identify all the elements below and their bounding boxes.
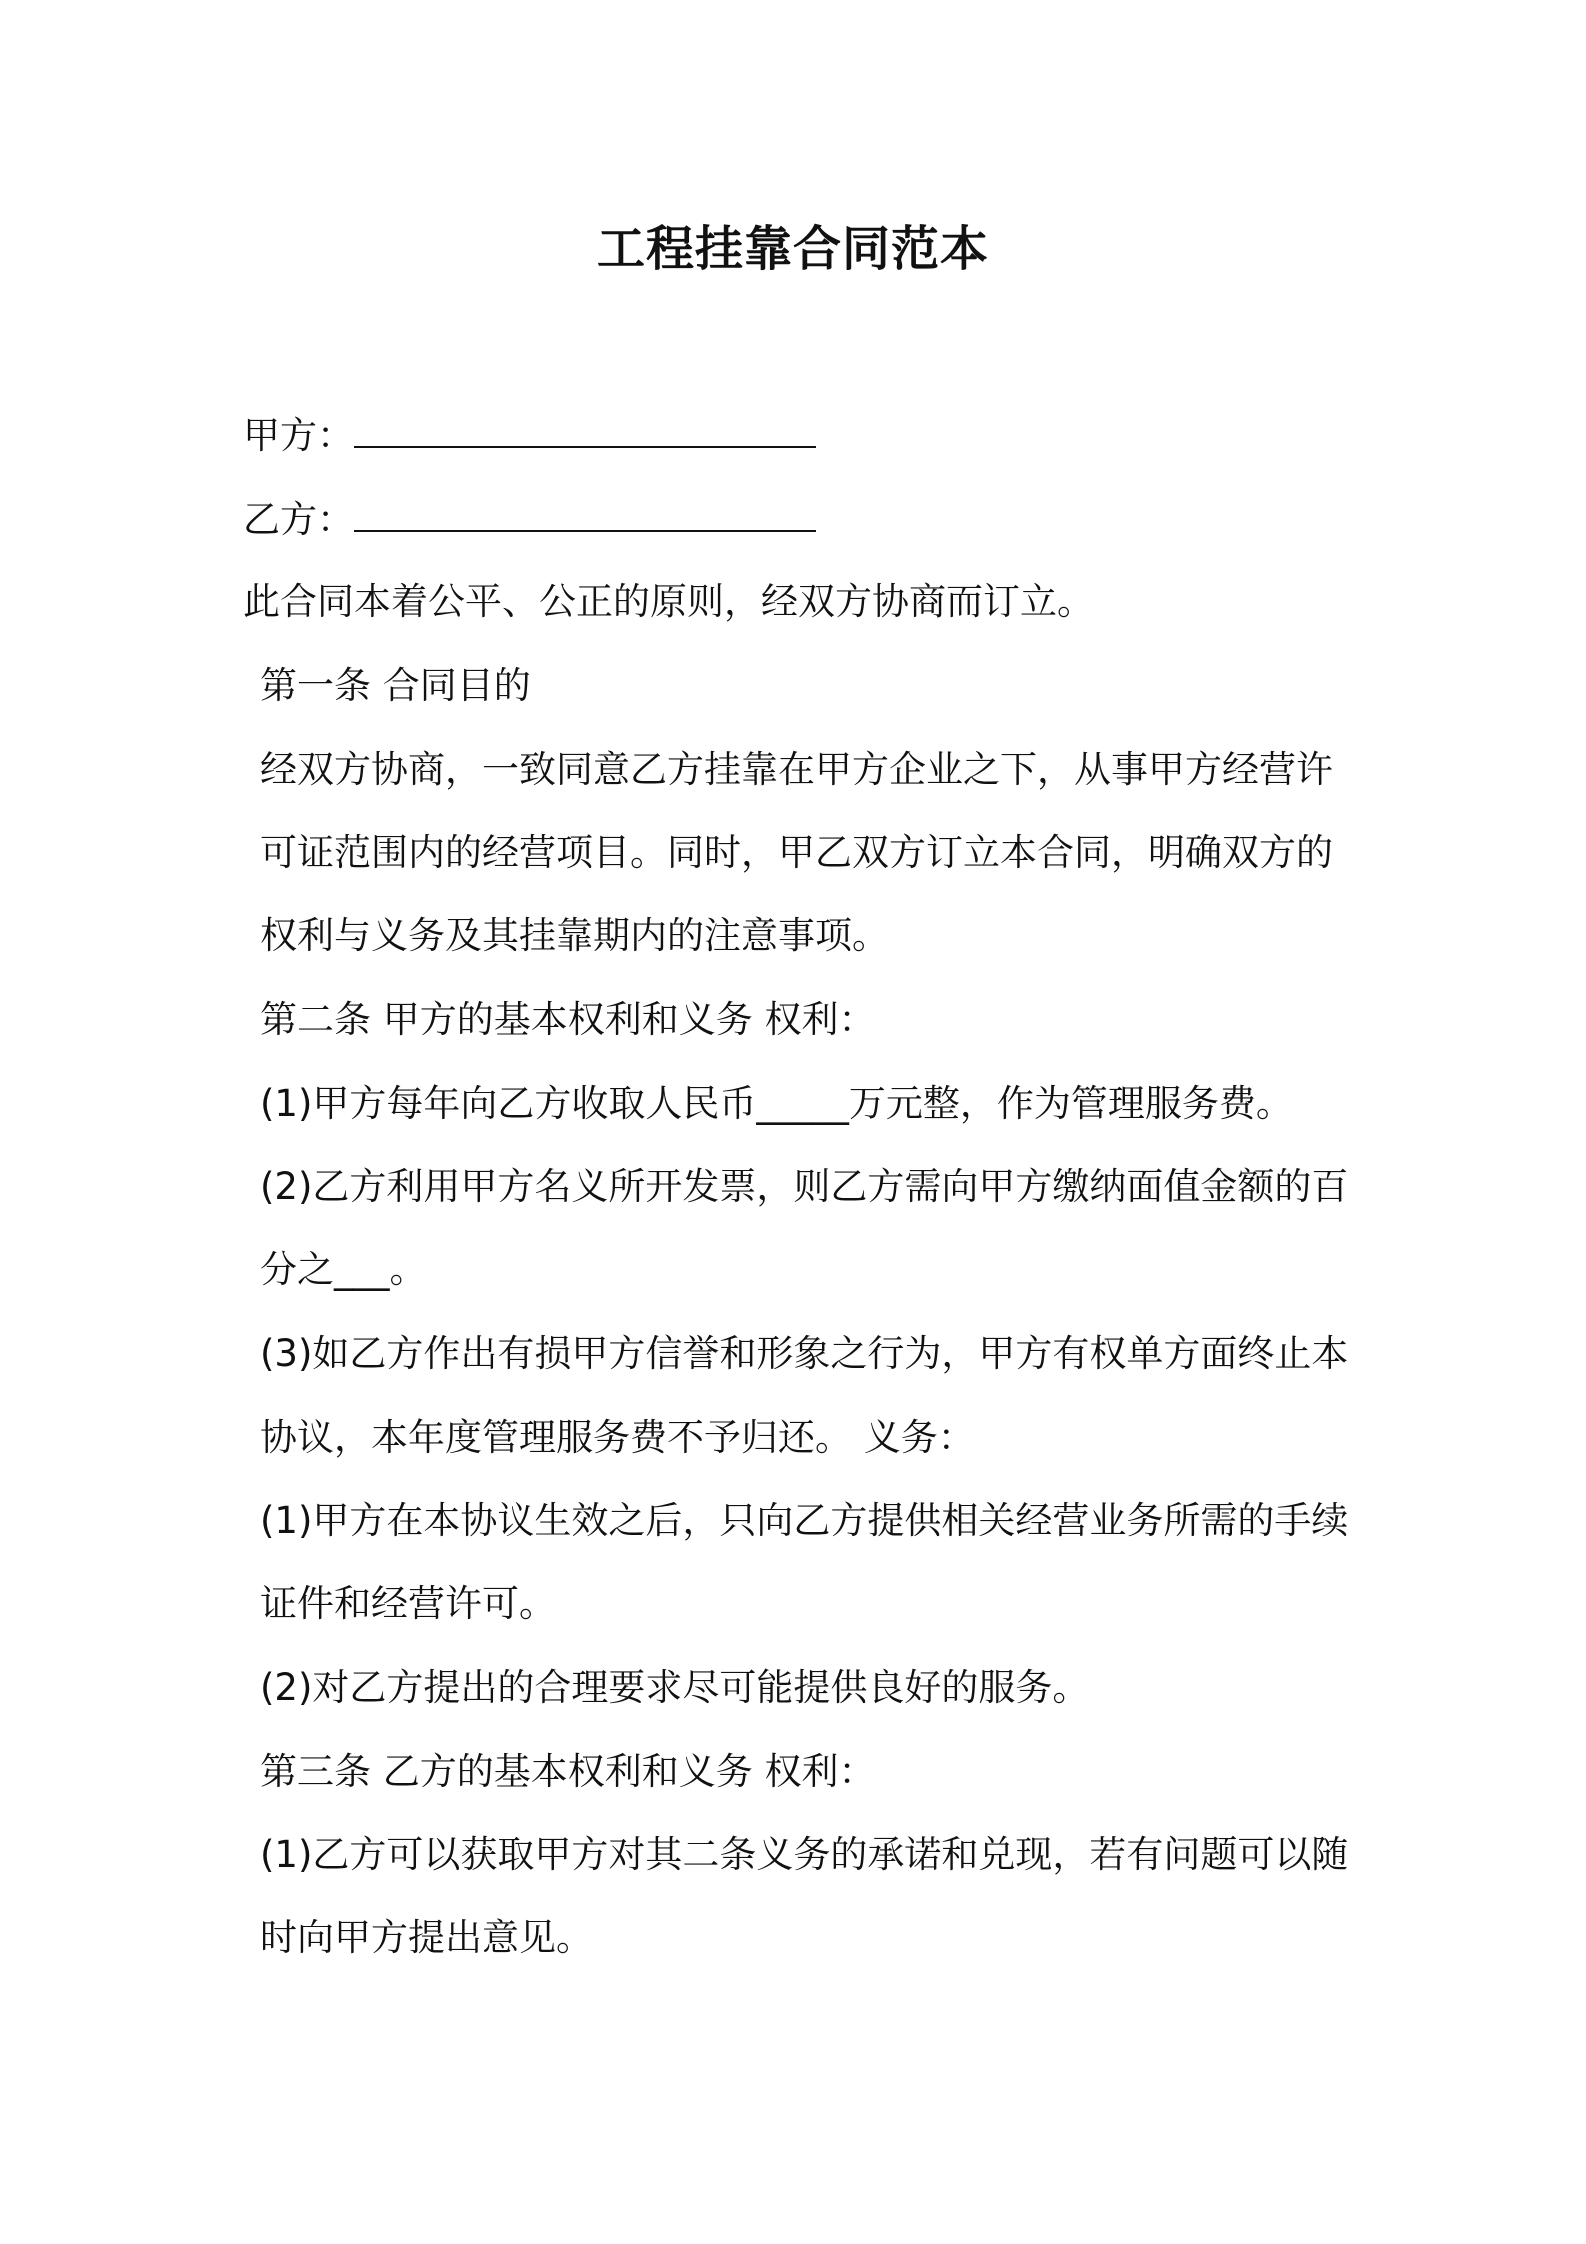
paragraph-line: 经双方协商，一致同意乙方挂靠在甲方企业之下，从事甲方经营许 — [260, 748, 1333, 791]
paragraph-line: (3)如乙方作出有损甲方信誉和形象之行为，甲方有权单方面终止本 — [260, 1332, 1349, 1375]
paragraph-line: 权利与义务及其挂靠期内的注意事项。 — [260, 914, 889, 957]
paragraph-line: (1)乙方可以获取甲方对其二条义务的承诺和兑现，若有问题可以随 — [260, 1833, 1349, 1876]
document-title: 工程挂靠合同范本 — [596, 221, 989, 277]
article-heading: 第二条 甲方的基本权利和义务 权利： — [260, 998, 876, 1041]
paragraph-line: 分之___。 — [260, 1248, 427, 1291]
paragraph-line: (2)乙方利用甲方名义所开发票，则乙方需向甲方缴纳面值金额的百 — [260, 1165, 1349, 1208]
paragraph-line: 可证范围内的经营项目。同时，甲乙双方订立本合同，明确双方的 — [260, 831, 1333, 874]
intro-paragraph: 此合同本着公平、公正的原则，经双方协商而订立。 — [243, 580, 1094, 623]
paragraph-line: (1)甲方每年向乙方收取人民币_____万元整，作为管理服务费。 — [260, 1082, 1293, 1125]
paragraph-line: 证件和经营许可。 — [260, 1582, 556, 1625]
paragraph-line: (2)对乙方提出的合理要求尽可能提供良好的服务。 — [260, 1666, 1090, 1709]
party-b-label: 乙方： — [243, 498, 354, 541]
party-b-blank[interactable] — [354, 496, 816, 532]
paragraph-line: 协议，本年度管理服务费不予归还。 义务： — [260, 1416, 975, 1459]
article-heading: 第三条 乙方的基本权利和义务 权利： — [260, 1750, 876, 1793]
party-a-blank[interactable] — [354, 412, 816, 448]
party-a-label: 甲方： — [243, 414, 354, 457]
article-heading: 第一条 合同目的 — [260, 664, 531, 707]
paragraph-line: (1)甲方在本协议生效之后，只向乙方提供相关经营业务所需的手续 — [260, 1499, 1349, 1542]
party-b-line — [243, 496, 816, 544]
paragraph-line: 时向甲方提出意见。 — [260, 1916, 593, 1959]
party-a-line — [243, 412, 816, 460]
